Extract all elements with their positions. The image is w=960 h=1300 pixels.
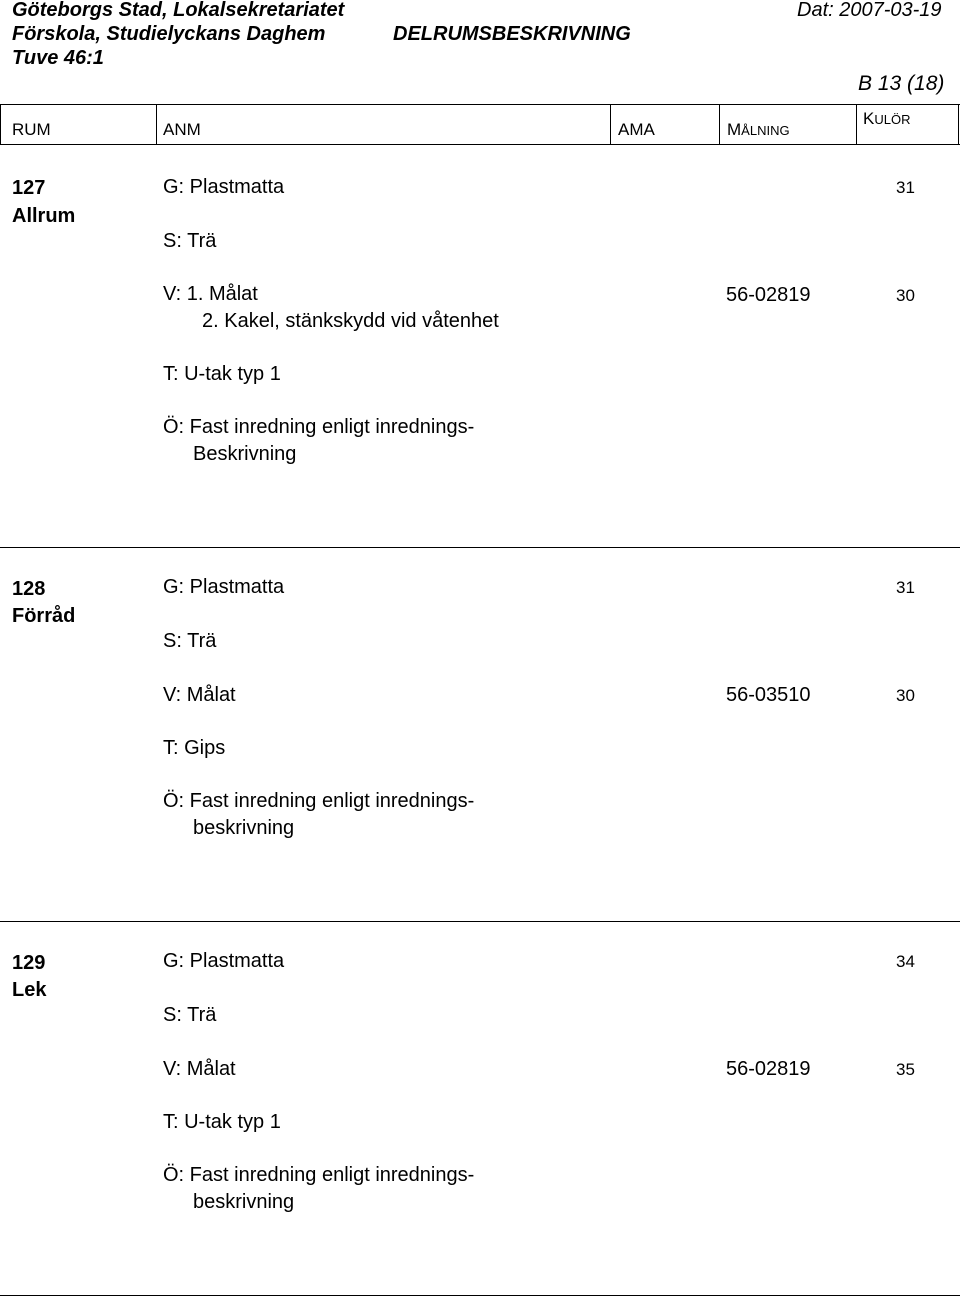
wall-spec: V: Målat — [163, 684, 236, 706]
ceiling-spec: T: U-tak typ 1 — [163, 363, 281, 385]
column-divider — [156, 104, 157, 145]
room-number: 128 — [12, 578, 46, 600]
other-spec-continued: beskrivning — [193, 1191, 295, 1213]
base-spec: S: Trä — [163, 1004, 217, 1026]
column-header-top-rule — [0, 104, 960, 105]
room-divider — [0, 1295, 960, 1296]
property-designation: Tuve 46:1 — [12, 47, 104, 69]
room-number: 129 — [12, 952, 46, 974]
room-divider — [0, 547, 960, 548]
base-spec: S: Trä — [163, 230, 217, 252]
wall-ama-code: 56-03510 — [726, 684, 811, 706]
column-header-rum: RUM — [12, 120, 51, 139]
column-header-anm: ANM — [163, 120, 201, 139]
base-spec: S: Trä — [163, 630, 217, 652]
floor-color: 31 — [896, 178, 915, 197]
column-divider — [958, 104, 959, 145]
wall-ama-code: 56-02819 — [726, 284, 811, 306]
room-name: Allrum — [12, 205, 76, 227]
column-divider — [610, 104, 611, 145]
column-header-bottom-rule — [0, 144, 960, 145]
room-name: Förråd — [12, 605, 76, 627]
other-spec-continued: beskrivning — [193, 817, 295, 839]
other-spec: Ö: Fast inredning enligt inrednings- — [163, 790, 475, 812]
document-date: Dat: 2007-03-19 — [797, 0, 942, 21]
floor-spec: G: Plastmatta — [163, 950, 285, 972]
page-number: B 13 (18) — [858, 72, 945, 95]
other-spec: Ö: Fast inredning enligt inrednings- — [163, 416, 475, 438]
other-spec: Ö: Fast inredning enligt inrednings- — [163, 1164, 475, 1186]
floor-spec: G: Plastmatta — [163, 576, 285, 598]
wall-color: 30 — [896, 686, 915, 705]
floor-color: 34 — [896, 952, 915, 971]
column-divider — [0, 104, 1, 145]
wall-spec-secondary: 2. Kakel, stänkskydd vid våtenhet — [202, 310, 499, 332]
floor-color: 31 — [896, 578, 915, 597]
wall-spec: V: 1. Målat — [163, 283, 258, 305]
ceiling-spec: T: Gips — [163, 737, 226, 759]
ceiling-spec: T: U-tak typ 1 — [163, 1111, 281, 1133]
column-divider — [856, 104, 857, 145]
wall-color: 35 — [896, 1060, 915, 1079]
organization-name: Göteborgs Stad, Lokalsekretariatet — [12, 0, 345, 21]
wall-color: 30 — [896, 286, 915, 305]
room-name: Lek — [12, 979, 47, 1001]
wall-ama-code: 56-02819 — [726, 1058, 811, 1080]
room-number: 127 — [12, 177, 46, 199]
document-type: DELRUMSBESKRIVNING — [393, 23, 631, 45]
column-header-malning: MÅLNING — [727, 120, 790, 139]
building-name: Förskola, Studielyckans Daghem — [12, 23, 326, 45]
floor-spec: G: Plastmatta — [163, 176, 285, 198]
wall-spec: V: Målat — [163, 1058, 236, 1080]
other-spec-continued: Beskrivning — [193, 443, 297, 465]
room-divider — [0, 921, 960, 922]
column-divider — [719, 104, 720, 145]
column-header-ama: AMA — [618, 120, 655, 139]
column-header-kulor: KULÖR — [863, 109, 911, 128]
